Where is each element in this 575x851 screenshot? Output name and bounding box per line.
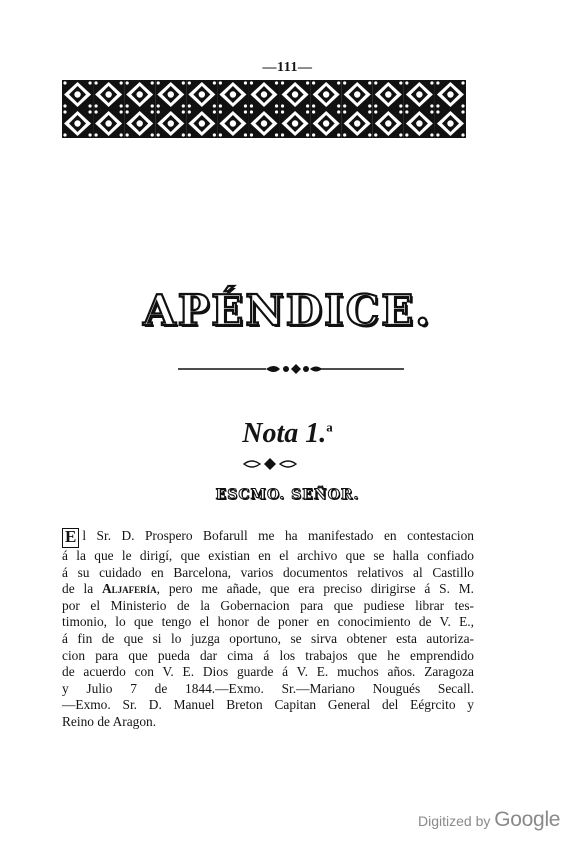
- ornament-tile: [62, 109, 93, 138]
- body-text-segment: y Julio 7 de 1844.—Exmo. Sr.—Mariano Nougués Secall.: [62, 680, 474, 696]
- body-text-segment: cion para que pueda dar cima á los trabajos que he emprendido: [62, 647, 474, 663]
- body-line: [62, 664, 474, 681]
- body-line: [62, 548, 474, 565]
- ornament-tile: [62, 80, 93, 109]
- body-line: [62, 598, 474, 615]
- body-text-segment: l Sr. D. Prospero Bofarull me ha manifestado en contestacion: [82, 528, 474, 543]
- ornament-tile: [186, 109, 217, 138]
- digitized-watermark: [418, 808, 560, 832]
- ornament-tile: [404, 109, 435, 138]
- ornament-tile: [373, 80, 404, 109]
- body-text-segment: timonio, lo que tengo el honor de poner en conocimiento de V. E.,: [62, 614, 474, 630]
- ornament-tile: [311, 109, 342, 138]
- ornament-tile: [217, 109, 248, 138]
- watermark-brand: Google: [494, 808, 561, 831]
- ornament-tile: [280, 80, 311, 109]
- ornament-tile: [311, 80, 342, 109]
- ornament-tile: [342, 80, 373, 109]
- ornament-tile: [124, 80, 155, 109]
- body-line: [62, 714, 474, 731]
- small-caps-name: Aljafería: [101, 581, 157, 597]
- body-text-segment: á la que le dirigí, que existian en el archivo que se halla confiado: [62, 548, 474, 563]
- body-text-segment: á fin de que si lo juzga oportuno, se sirva obtener esta autoriza-: [62, 630, 474, 646]
- salutation: ESCMO. SEÑOR.: [215, 487, 360, 503]
- small-flourish-icon: [240, 457, 300, 471]
- body-text-segment: , pero me añade, que era preciso dirigirse á S. M.: [156, 581, 474, 597]
- ornament-tile: [155, 80, 186, 109]
- body-line: [62, 581, 474, 598]
- ornament-tile: [248, 109, 279, 138]
- body-line: [62, 648, 474, 665]
- note-heading-text: Nota 1.: [242, 418, 327, 449]
- body-text-segment: Reino de Aragon.: [62, 713, 157, 729]
- ornament-tile: [93, 109, 124, 138]
- note-heading-superscript: a: [326, 419, 333, 435]
- page-number: —111—: [262, 60, 313, 75]
- ornament-tile: [404, 80, 435, 109]
- body-line: [62, 528, 474, 548]
- ornament-tile: [124, 109, 155, 138]
- ornament-tile: [435, 109, 466, 138]
- drop-cap: E: [62, 528, 79, 548]
- ornament-tile: [248, 80, 279, 109]
- body-text-segment: de acuerdo con V. E. Dios guarde á V. E. muchos años. Zaragoza: [62, 664, 474, 680]
- body-text-segment: por el Ministerio de la Gobernacion para que pudiese librar tes-: [62, 597, 474, 613]
- note-heading: [0, 418, 575, 450]
- body-line: [62, 614, 474, 631]
- ornament-tile: [186, 80, 217, 109]
- body-text-segment: á su cuidado en Barcelona, varios documentos relativos al Castillo: [62, 564, 474, 580]
- letter-body: [62, 528, 474, 731]
- ornament-tile: [93, 80, 124, 109]
- body-text-segment: —Exmo. Sr. D. Manuel Breton Capitan General del Eégrcito y: [62, 697, 474, 713]
- watermark-prefix: Digitized by: [418, 813, 491, 829]
- body-line: [62, 631, 474, 648]
- ornament-tile: [155, 109, 186, 138]
- appendix-title: APÉNDICE.: [143, 286, 432, 335]
- ornament-tile: [217, 80, 248, 109]
- ornament-tile: [373, 109, 404, 138]
- ornament-tile: [280, 109, 311, 138]
- ornamental-rule-icon: [176, 362, 406, 376]
- body-text-segment: de la: [62, 581, 102, 597]
- ornament-tile: [435, 80, 466, 109]
- decorative-border-band: [62, 80, 466, 138]
- body-line: [62, 565, 474, 582]
- body-line: [62, 681, 474, 698]
- body-line: [62, 697, 474, 714]
- ornament-tile: [342, 109, 373, 138]
